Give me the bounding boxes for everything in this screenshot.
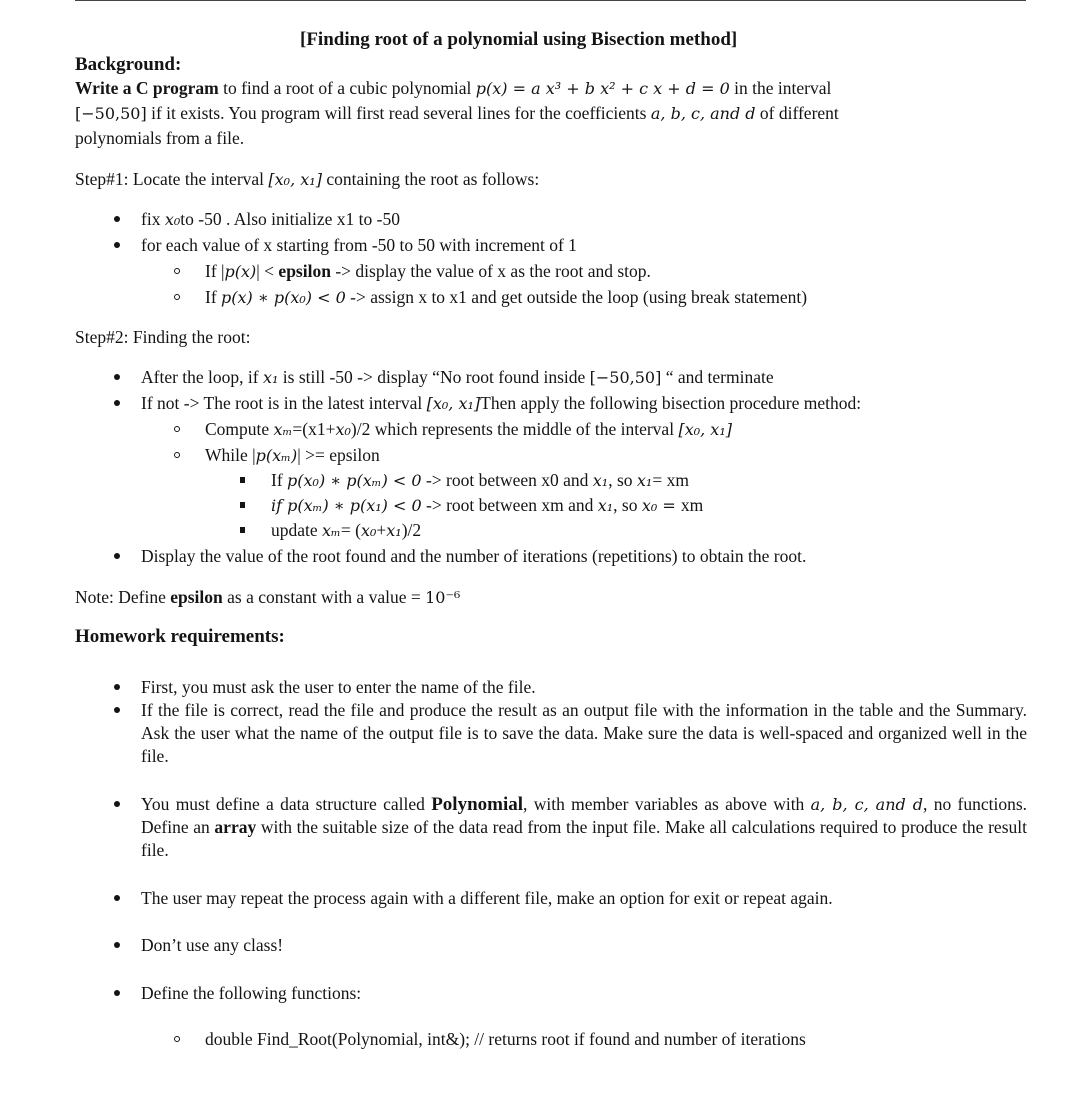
bullet-dot: [114, 553, 120, 559]
compute-mid: =(x1+: [292, 419, 336, 439]
step1-bullet-1: [141, 208, 400, 231]
bullet-dot: [114, 684, 120, 690]
req3-mid: , with member variables as above with: [523, 794, 811, 814]
bullet-dot: [114, 242, 120, 248]
homework-req-3: [141, 793, 1027, 862]
homework-heading: Homework requirements:: [75, 626, 285, 647]
bullet-dot: [114, 707, 120, 713]
if-text: If: [271, 470, 288, 490]
step1-sub-1: [205, 260, 651, 283]
x1-variable: x₁: [592, 471, 609, 490]
epsilon-bold: epsilon: [170, 587, 223, 607]
if-mid: -> root between xm and: [421, 495, 598, 515]
compute-tail: )/2 which represents the middle of the interval: [350, 419, 679, 439]
update-tail: )/2: [401, 520, 422, 540]
step1-sub-2: [205, 286, 807, 309]
polynomial-expression: p(x) = a x³ + b x² + c x + d = 0: [475, 79, 730, 98]
interval-expression: [−50,50]: [75, 104, 147, 123]
bullet-dot: [114, 216, 120, 222]
homework-req-2: If the file is correct, read the file and produce the result as an output file with the information in the table and the Summary. Ask the user what the name of the output file is to save the data. Make sure the data is well-spaced and organized well in the file.: [141, 700, 1027, 766]
step1-sub-2-text: If: [205, 287, 222, 307]
polynomial-bold: Polynomial: [431, 794, 524, 815]
compute-text: Compute: [205, 419, 274, 439]
step1-sub-2-tail: -> assign x to x1 and get outside the loop (using break statement): [345, 287, 808, 307]
product-expression: if p(xₘ) ∗ p(x₁) < 0: [271, 496, 422, 515]
step1-sub-1-text: If |: [205, 261, 225, 281]
top-border-line: [75, 0, 1026, 4]
step2-bullet-1-tail: “ and terminate: [661, 367, 774, 387]
if-so: , so: [608, 470, 637, 490]
x0-variable: x₀: [164, 210, 181, 229]
sub-bullet-circle: [174, 426, 180, 432]
step1-heading-text: Step#1: Locate the interval: [75, 169, 269, 189]
x0-variable: x₀: [335, 420, 351, 439]
bullet-dot: [114, 895, 120, 901]
pxm-expression: p(xₘ): [255, 446, 298, 465]
step2-sub-1: [205, 418, 732, 441]
background-tail-2: of different: [755, 103, 839, 123]
homework-req-6: Define the following functions:: [141, 983, 362, 1003]
bullet-dot: [114, 990, 120, 996]
homework-req-1: First, you must ask the user to enter the name of the file.: [141, 677, 536, 697]
bullet-dot: [114, 400, 120, 406]
x0-assign: x₀ =: [641, 496, 681, 515]
step1-bullet-2: for each value of x starting from -50 to 50 with increment of 1: [141, 235, 577, 255]
square-bullet: [240, 477, 245, 483]
homework-req-4: The user may repeat the process again with a different file, make an option for exit or repeat again.: [141, 888, 833, 908]
if-so: , so: [613, 495, 642, 515]
step1-heading-tail: containing the root as follows:: [321, 169, 540, 189]
sub-bullet-circle: [174, 268, 180, 274]
step1-sub-1-mid: | <: [256, 261, 279, 281]
px-expression: p(x): [224, 262, 257, 281]
interval-expression: [x₀, x₁]: [426, 394, 481, 413]
while-text: While |: [205, 445, 256, 465]
coefficients-expression: a, b, c, and d: [650, 104, 756, 123]
step2-bullet-2-text: If not -> The root is in the latest interval: [141, 393, 427, 413]
step2-sq-3: [271, 519, 421, 542]
sub-bullet-circle: [174, 1036, 180, 1042]
background-heading: Background:: [75, 54, 182, 75]
background-tail: in the interval: [729, 78, 832, 98]
if-tail: xm: [680, 495, 704, 515]
background-text-2: if it exists. You program will first read several lines for the coefficients: [146, 103, 651, 123]
background-bold-lead: Write a C program: [75, 78, 219, 98]
epsilon-bold: epsilon: [278, 261, 331, 281]
step2-bullet-1: [141, 366, 774, 389]
xm-variable: xₘ: [322, 521, 341, 540]
x1-variable: x₁: [262, 368, 279, 387]
interval-expression: [x₀, x₁]: [678, 420, 732, 439]
step1-bullet-1-text: fix: [141, 209, 165, 229]
bullet-dot: [114, 801, 120, 807]
req3-tail: with the suitable size of the data read from the input file. Make all calculations required to produce the result file.: [141, 817, 1027, 860]
background-line-1: [75, 77, 831, 100]
sub-bullet-circle: [174, 452, 180, 458]
square-bullet: [240, 527, 245, 533]
product-expression: p(x) ∗ p(x₀) < 0: [221, 288, 346, 307]
plus-sign: +: [376, 520, 387, 540]
step1-heading: [75, 168, 539, 191]
step2-bullet-1-text: After the loop, if: [141, 367, 263, 387]
req3-mid-2: , no functions. Define an: [141, 794, 1028, 837]
update-mid: = (: [340, 520, 361, 540]
step2-bullet-2: [141, 392, 861, 415]
background-text: to find a root of a cubic polynomial: [218, 78, 476, 98]
step2-bullet-1-mid: is still -50 -> display “No root found inside: [278, 367, 590, 387]
step2-bullet-2-tail: Then apply the following bisection procedure method:: [480, 393, 862, 413]
homework-req-5: Don’t use any class!: [141, 935, 284, 955]
if-mid: -> root between x0 and: [421, 470, 593, 490]
sub-bullet-circle: [174, 294, 180, 300]
step1-interval: [x₀, x₁]: [268, 170, 322, 189]
bullet-dot: [114, 374, 120, 380]
update-text: update: [271, 520, 323, 540]
bullet-dot: [114, 942, 120, 948]
function-signature: double Find_Root(Polynomial, int&); // returns root if found and number of iterations: [205, 1029, 806, 1049]
x1-variable: x₁: [636, 471, 653, 490]
if-tail: = xm: [652, 470, 689, 490]
step2-sq-1: [271, 469, 689, 492]
step1-bullet-1-tail: to -50 . Also initialize x1 to -50: [180, 209, 400, 229]
background-line-2: [75, 102, 839, 125]
step2-sub-2: [205, 444, 380, 467]
req3-text: You must define a data structure called: [141, 794, 432, 814]
x1-variable: x₁: [597, 496, 614, 515]
step1-sub-1-tail: -> display the value of x as the root and stop.: [330, 261, 651, 281]
epsilon-value: 10⁻⁶: [425, 588, 461, 607]
product-expression: p(x₀) ∗ p(xₘ) < 0: [287, 471, 422, 490]
while-tail: | >= epsilon: [297, 445, 380, 465]
array-bold: array: [214, 817, 257, 837]
xm-variable: xₘ: [273, 420, 293, 439]
x1-variable: x₁: [386, 521, 402, 540]
note-text: Note: Define: [75, 587, 171, 607]
note-line: [75, 586, 460, 609]
x0-variable: x₀: [360, 521, 377, 540]
square-bullet: [240, 502, 245, 508]
note-mid: as a constant with a value =: [222, 587, 426, 607]
interval-expression: [−50,50]: [589, 368, 662, 387]
coefficients-expression: a, b, c, and d: [810, 795, 924, 814]
step2-heading: Step#2: Finding the root:: [75, 327, 251, 347]
step2-bullet-3: Display the value of the root found and the number of iterations (repetitions) to obtain the root.: [141, 546, 807, 566]
step2-sq-2: [271, 494, 703, 517]
page-title: [Finding root of a polynomial using Bisection method]: [300, 29, 738, 50]
background-line-3: polynomials from a file.: [75, 128, 245, 148]
